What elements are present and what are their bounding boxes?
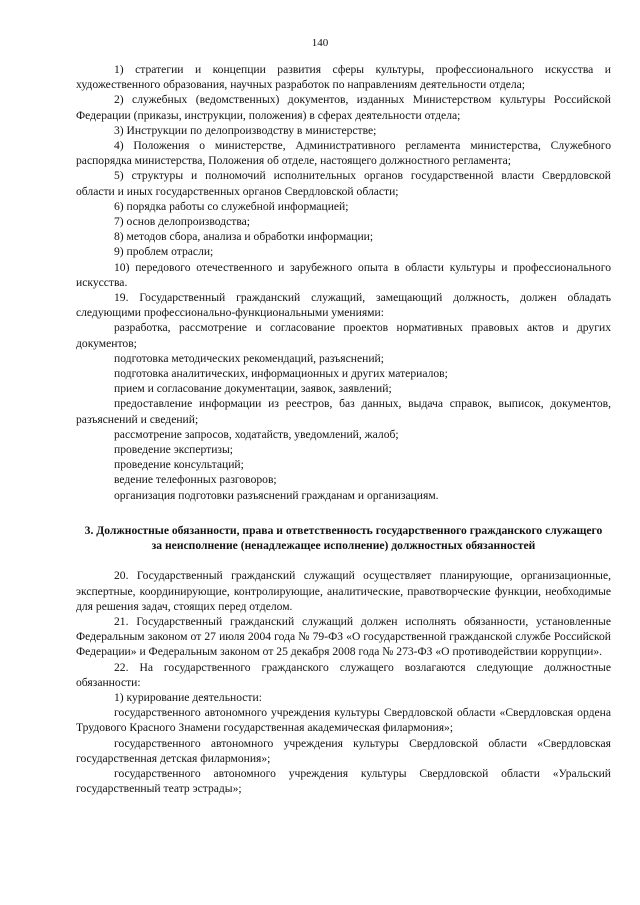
paragraph: 3) Инструкции по делопроизводству в министерстве;	[114, 123, 377, 137]
section-heading: 3. Должностные обязанности, права и ответственность государственного гражданского служащего за неисполнение (ненадлежащее исполнение) должностных обязанностей	[84, 523, 603, 553]
paragraph: государственного автономного учреждения культуры Свердловской области «Свердловская ордена Трудового Красного Знамени государственная академическая филармония»;	[76, 706, 611, 735]
paragraph: 19. Государственный гражданский служащий, замещающий должность, должен обладать следующими профессионально-функциональными умениями:	[76, 291, 611, 320]
paragraph: проведение консультаций;	[114, 458, 244, 472]
paragraph: проведение экспертизы;	[114, 443, 234, 457]
paragraph: 7) основ делопроизводства;	[114, 215, 251, 229]
document-body	[76, 62, 611, 796]
paragraph: 10) передового отечественного и зарубежного опыта в области культуры и профессионального искусства.	[76, 260, 611, 289]
paragraph: 2) служебных (ведомственных) документов, изданных Министерством культуры Российской Федерации (приказы, инструкции, положения) в сферах деятельности отдела;	[76, 93, 611, 122]
paragraph: 5) структуры и полномочий исполнительных органов государственной власти Свердловской области и иных государственных органов Свердловской области;	[76, 169, 611, 198]
paragraph: государственного автономного учреждения культуры Свердловской области «Уральский государственный театр эстрады»;	[76, 766, 611, 796]
paragraph: 21. Государственный гражданский служащий должен исполнять обязанности, установленные Федеральным законом от 27 июля 2004 года № 79-ФЗ «О государственной гражданской службе Российской Федерации» и Федеральным законом от 25 декабря 2008 года № 273-ФЗ «О противодействии коррупции».	[76, 614, 611, 659]
paragraph: предоставление информации из реестров, баз данных, выдача справок, выписок, документов, разъяснений и сведений;	[76, 397, 611, 426]
paragraph: государственного автономного учреждения культуры Свердловской области «Свердловская государственная детская филармония»;	[76, 736, 611, 765]
paragraph: 22. На государственного гражданского служащего возлагаются следующие должностные обязанности:	[76, 660, 611, 689]
paragraph: подготовка аналитических, информационных и других материалов;	[114, 367, 448, 381]
paragraph: 20. Государственный гражданский служащий осуществляет планирующие, организационные, экспертные, координирующие, контролирующие, аналитические, правотворческие функции, необходимые для решения задач, стоящих перед отделом.	[76, 569, 611, 613]
paragraph: прием и согласование документации, заявок, заявлений;	[114, 382, 392, 396]
paragraph: 1) курирование деятельности:	[114, 690, 262, 704]
paragraph: подготовка методических рекомендаций, разъяснений;	[114, 351, 384, 365]
paragraph: разработка, рассмотрение и согласование проектов нормативных правовых актов и других документов;	[76, 321, 611, 350]
paragraph: организация подготовки разъяснений гражданам и организациям.	[114, 488, 439, 502]
paragraph: 8) методов сбора, анализа и обработки информации;	[114, 230, 374, 244]
paragraph: 4) Положения о министерстве, Административного регламента министерства, Служебного распорядка министерства, Положения об отделе, настоящего должностного регламента;	[76, 139, 611, 168]
paragraph: 1) стратегии и концепции развития сферы культуры, профессионального искусства и художественного образования, научных разработок по направлениям деятельности отдела;	[76, 63, 611, 92]
paragraph: 9) проблем отрасли;	[114, 245, 214, 259]
paragraph: рассмотрение запросов, ходатайств, уведомлений, жалоб;	[114, 427, 399, 441]
paragraph: 6) порядка работы со служебной информацией;	[114, 199, 349, 213]
paragraph: ведение телефонных разговоров;	[114, 473, 277, 487]
page-number: 140	[311, 37, 329, 49]
